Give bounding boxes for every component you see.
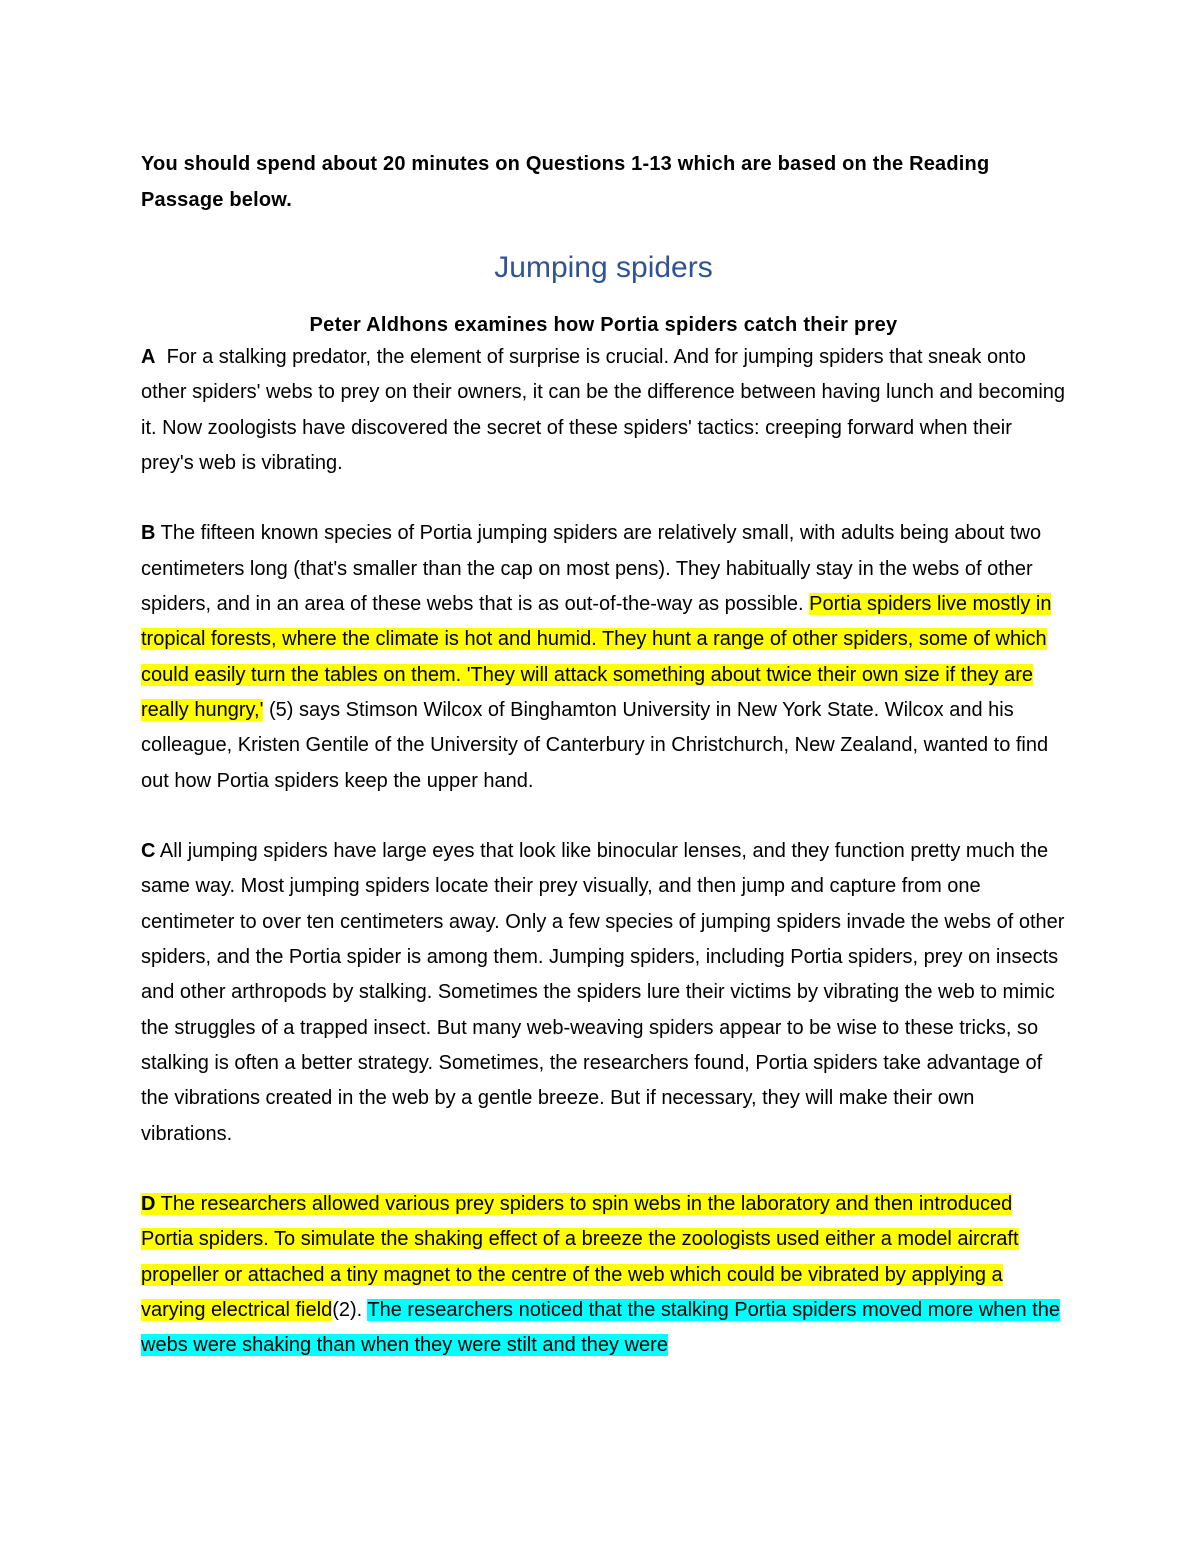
paragraph-text: All jumping spiders have large eyes that look like binocular lenses, and they function pretty much the same way. Most jumping spiders locate their prey visually, and then jump and capture from one centimeter to over ten centimeters away. Only a few species of jumping spiders invade the webs of other spiders, and the Portia spider is among them. Jumping spiders, including Portia spiders, prey on insects and other arthropods by stalking. Sometimes the spiders lure their victims by vibrating the web to mimic the struggles of a trapped insect. But many web-weaving spiders appear to be wise to these tricks, so stalking is often a better strategy. Sometimes, the researchers found, Portia spiders take advantage of the vibrations created in the web by a gentle breeze. But if necessary, they will make their own vibrations. xyxy=(141,840,1065,1145)
paragraph-letter: C xyxy=(141,840,156,863)
paragraph-c xyxy=(141,834,1066,1152)
paragraph-text: The fifteen known species of Portia jumping spiders are relatively small, with adults being about two centimeters long (that's smaller than the cap on most pens). They habitually stay in the webs of other spiders, and in an area of these webs that is as out-of-the-way as possible. xyxy=(141,522,1042,616)
paragraph-d xyxy=(141,1187,1066,1363)
paragraph-letter: A xyxy=(141,346,156,368)
passage-title: Jumping spiders xyxy=(494,251,713,284)
paragraph-text: (5) says Stimson Wilcox of Binghamton University in New York State. Wilcox and his colleague, Kristen Gentile of the University of Canterbury in Christchurch, New Zealand, wanted to find out how Portia spiders keep the upper hand. xyxy=(141,698,1049,792)
instructions: You should spend about 20 minutes on Questions 1-13 which are based on the Reading Passage below. xyxy=(141,153,990,211)
paragraph-letter: D xyxy=(141,1193,156,1216)
document-page xyxy=(141,147,1071,1364)
passage-subtitle: Peter Aldhons examines how Portia spiders catch their prey xyxy=(309,314,898,336)
paragraph-text: For a stalking predator, the element of surprise is crucial. And for jumping spiders that sneak onto other spiders' webs to prey on their owners, it can be the difference between having lunch and becoming it. Now zoologists have discovered the secret of these spiders' tactics: creeping forward when their prey's web is vibrating. xyxy=(141,346,1071,474)
yellow-highlight: Portia spiders live mostly in tropical forests, where the climate is hot and humid. They hunt a range of other spiders, some of which could easily turn the tables on them. 'They will attack something about twice their own size if they are really hungry,' xyxy=(141,593,1052,721)
paragraph-letter: B xyxy=(141,522,156,545)
paragraph-a xyxy=(141,340,1071,481)
paragraph-b xyxy=(141,516,1066,798)
cyan-highlight: The researchers noticed that the stalking Portia spiders moved more when the webs were shaking than when they were stilt and they were xyxy=(141,1299,1060,1357)
paragraph-text: (2). xyxy=(332,1299,368,1322)
paragraph-text: The researchers allowed various prey spiders to spin webs in the laboratory and then introduced Portia spiders. To simulate the shaking effect of a breeze the zoologists used either a model aircraft propeller or attached a tiny magnet to the centre of the web which could be vibrated by applying a varying electrical field xyxy=(141,1193,1019,1322)
